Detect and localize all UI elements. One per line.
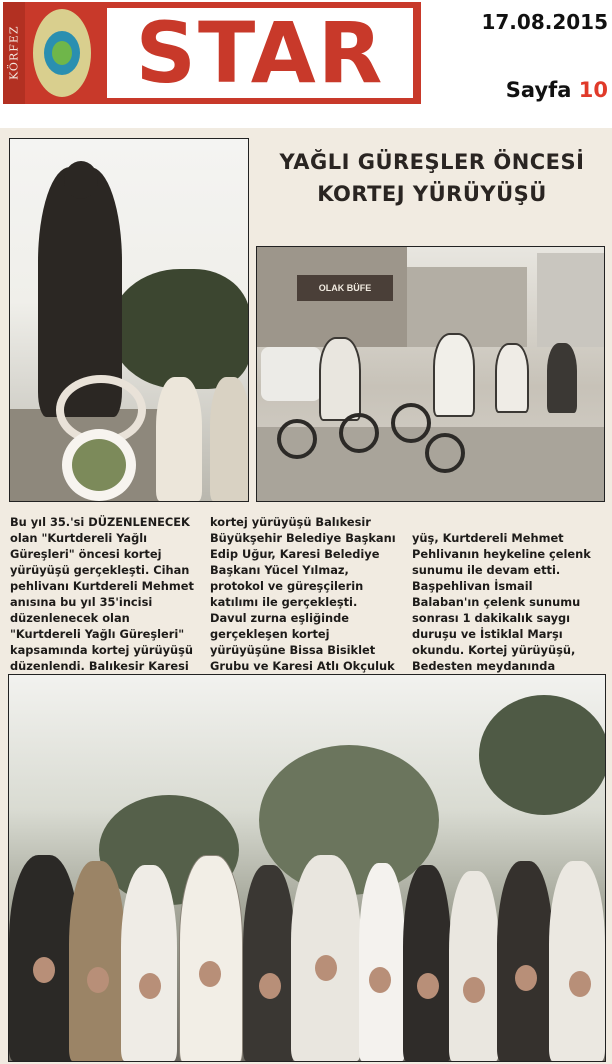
cyclist-figure — [433, 333, 475, 417]
bicycle-wheel-icon — [391, 403, 431, 443]
bicycle-wheel-icon — [339, 413, 379, 453]
bicycle-wheel-icon — [277, 419, 317, 459]
article-paragraph: kortej yürüyüşü Balıkesir Büyükşehir Belediye Başkanı Edip Uğur, Karesi Belediye Başkanı Yücel Yılmaz, protokol ve güreşçilerin katılımı ile gerçekleşti. Davul zurna eşliğinde gerçekleşen kortej yürüyüşüne Bissa Bisiklet Grubu ve Karesi Atlı Okçuluk — [210, 515, 396, 673]
tree-figure — [479, 695, 606, 815]
cyclists-parade-photo — [256, 246, 605, 502]
person-figure — [549, 861, 605, 1061]
shop-sign: OLAK BÜFE — [297, 275, 393, 301]
group-photo — [8, 674, 606, 1062]
person-figure — [403, 865, 451, 1061]
publication-date: 17.08.2015 — [481, 10, 608, 34]
headline-line-1: YAĞLI GÜREŞLER ÖNCESİ — [279, 150, 585, 174]
article-paragraph: Bu yıl 35.'si DÜZENLENECEK olan "Kurtdereli Yağlı Güreşleri" öncesi kortej yürüyüşü gerçekleşti. Cihan pehlivanı Kurtdereli Mehmet anısına bu yıl 35'incisi düzenlenecek olan "Kurtdereli Yağlı Güreşleri" kapsamında kortej yürüyüşü düzenlendi. Balıkesir Karesi — [10, 515, 194, 673]
person-figure — [359, 863, 405, 1061]
person-figure — [243, 865, 295, 1061]
newspaper-masthead — [3, 2, 421, 104]
person-figure — [121, 865, 177, 1061]
article-column-1 — [10, 514, 196, 690]
article-clipping — [0, 128, 612, 1064]
statue-wreath-photo — [9, 138, 249, 502]
masthead-side-label: KÖRFEZ — [3, 2, 25, 104]
newspaper-logo-icon — [33, 9, 91, 97]
marcher-figure — [547, 343, 577, 413]
person-figure — [69, 861, 125, 1061]
cyclist-figure — [319, 337, 361, 421]
cyclist-figure — [495, 343, 529, 413]
wreath-icon — [62, 429, 136, 501]
page-number: 10 — [578, 78, 608, 102]
newspaper-title: STAR — [107, 8, 413, 98]
person-figure — [497, 861, 553, 1061]
person-figure — [156, 377, 202, 501]
wrestler-figure — [179, 855, 243, 1062]
bicycle-wheel-icon — [425, 433, 465, 473]
headline-line-2: KORTEJ YÜRÜYÜŞÜ — [317, 182, 547, 206]
person-figure — [449, 871, 499, 1061]
article-paragraph-text: yüş, Kurtdereli Mehmet Pehlivanın heykeline çelenk sunumu ile devam etti. Başpehlivan İsmail Balaban'ın çelenk sunumu sonrası 1 dakikalık saygı duruşu ve İstiklal Marşı okundu. Kortej yürüyüşü, Bedesten meydanında — [412, 531, 591, 673]
page-label: Sayfa — [505, 78, 572, 102]
person-figure — [210, 377, 249, 501]
article-headline — [258, 146, 606, 210]
car-figure — [261, 347, 321, 401]
page-indicator — [506, 78, 608, 102]
